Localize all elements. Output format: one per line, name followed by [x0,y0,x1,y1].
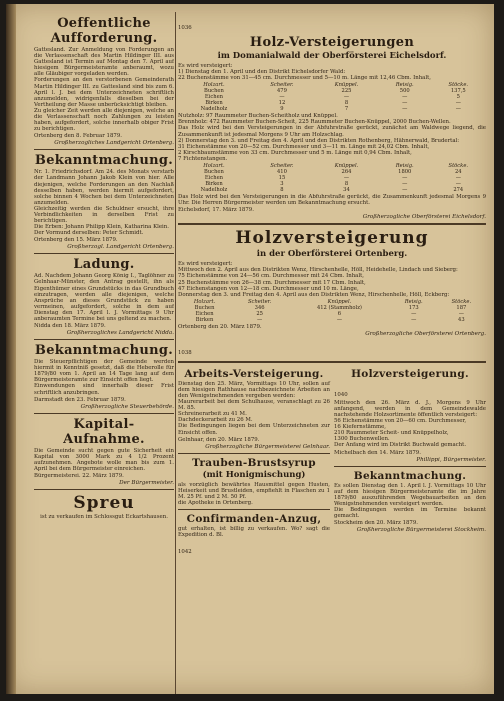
ad-number: 1040 [334,391,348,398]
table-cell: — [455,106,461,113]
ad-date: Gelnhaar, den 20. März 1879. [178,436,260,443]
column-divider [175,12,176,694]
notice-bekanntmachung-2 [34,343,174,410]
table-cell: Nadelholz [200,106,228,113]
table-header: Reisig. [404,298,423,305]
table-cell: — [411,310,417,317]
ad-text: Dienstag den 25. März, Vormittags 10 Uhr, sollen auf dem hiesigen Rathhause nachbezeichnete Arbeiten an den Wenigstnehmenden vergeben werden: [178,380,330,399]
ad-text: Die Bedingungen werden im Termine bekannt gemacht. [334,506,486,519]
ad-title: Confirmanden-Anzug, [186,513,322,525]
table-cell: — [336,316,343,323]
ad-signature: Großherzogliche Bürgermeisterei Stockheim. [356,527,486,534]
table-cell: — [402,100,408,107]
ad-text: Schreinerarbeit zu 41 M. [178,411,247,418]
notice-spreu [34,493,174,520]
table-cell: Eichen [195,310,214,317]
ad-signature: Großherzogliche Bürgermeisterei Gelnhaar. [205,443,330,450]
table-cell: 137,5 [450,88,466,95]
ad-date: Michelbach den 14. März 1879. [334,449,421,456]
ad-signature: Großherzogliche Oberförsterei Ortenberg. [365,330,486,337]
ad-intro: Es wird versteigert: [178,261,233,268]
ad-signature: Großherzogliche Oberförsterei Eichelsdorf. [362,214,486,221]
ad-title: Bekanntmachung. [353,469,467,482]
ad-text: 2) Donnerstag den 3. und Freitag den 4. April und den Distrikten Rothenberg, Hähnerwald, Brudertal: [178,137,460,144]
table-header: Holzart. [203,82,225,89]
table-cell: — [402,175,408,182]
table-cell: — [402,106,408,113]
table-header: Stöcke. [451,298,472,305]
notice-text: Nr. 1. Friedrichsdorf. Am 24. des Monats verstarb der Landmann Johann Jakob Klein von hier. Alle diejenigen, welche Forderungen an den Nachlaß desselben haben, werden hiermit aufgefordert, solche binnen 4 Wochen bei dem Unterzeichneten anzumelden. [34,169,174,206]
table-cell: 8 [280,187,284,194]
notice-title: Bekanntmachung. [34,343,174,359]
ad-title: Holzversteigerung [235,228,429,249]
table-cell: — [279,94,285,101]
ad-number: 1036 [178,25,192,31]
ad-text: 210 Raummeter Scheit- und Knüppelholz, [334,430,449,437]
table-cell: 187 [456,304,467,311]
table-cell: Buchen [194,304,215,311]
table-cell: 7 [344,106,349,113]
notice-title: Kapital-Aufnahme. [63,416,145,447]
ad-subtitle: in der Oberförsterei Ortenberg. [256,249,408,260]
table-cell: — [343,94,350,101]
notice-text: Einwendungen sind innerhalb dieser Frist schriftlich anzubringen. [34,383,174,396]
notice-signature: Der Bürgermeister. [119,480,174,487]
table-cell: Eichen [204,175,223,182]
ad-intro: Es wird versteigert: [178,63,233,69]
table-cell: — [458,310,464,317]
separator [34,339,174,340]
notice-title: Bekanntmachung. [34,153,174,169]
table-cell: 9 [280,106,284,113]
notice-text: Zu gleicher Zeit werden alle diejenigen, welche an die Verlassenschaft noch Zahlungen zu leisten haben, aufgefordert, solche innerhalb obiger Frist zu berichtigen. [34,107,174,133]
notice-signature: Großherzogliche Steuerbehörde. [80,403,174,410]
table-cell: — [411,316,417,323]
table-header: Reisig. [395,163,414,170]
notice-oeffentliche-aufforderung [34,16,174,146]
table-cell: 8 [344,181,349,188]
notice-date: Ortenberg den 8. Februar 1879. [34,133,122,140]
table-cell: 34 [343,187,350,194]
table-cell: 24 [454,169,462,176]
separator [34,253,174,254]
notice-text: Die Steuerpflichtigen der Gemeinde werden hiermit in Kenntniß gesetzt, daß die Heberolle für 1879/80 vom 1. April an 14 Tage lang auf dem Bürgermeisteramte zur Einsicht offen liegt. [34,359,174,384]
separator [178,223,486,225]
table-header: Knüppel. [334,163,359,170]
ad-text: 47 Eichenstangen von 12—18 cm. Durchmesser und 10 m. Länge, [178,285,359,292]
notice-signature: Großherzogl. Landgericht Ortenberg. [67,244,174,251]
table-header: Knüppel. [334,82,359,89]
table-cell: 479 [277,88,287,95]
ad-bekanntmachung-stockheim [334,470,486,534]
table-cell: 5 [456,94,460,101]
notice-title: Oeffentliche Aufforderung. [50,16,158,46]
notice-title: Ladung. [73,257,135,273]
notice-text: Forderungen an den verstorbenen Gemeinderath Martin Hildinger III. zu Gattesland sind bis zum 6. April l. J. bei dem Unterzeichneten schriftlich anzumelden, widrigenfalls dieselben bei der Vertheilung der Masse unberücksichtigt bleiben. [34,77,174,108]
ad-number: 1038 [178,349,192,356]
ad-holz-eichelsdorf [178,14,486,220]
ad-arbeits-versteigerung [178,368,330,450]
table-cell: 346 [254,304,265,311]
ad-text: Maurerarbeit bei dem Schulhause, veranschlagt zu 26 M. 85. [178,399,330,412]
ad-text: 16 Kiefernstämme, [334,424,387,431]
notice-title: Spreu [73,493,135,514]
notice-text: Gattesland. Zur Anmeldung von Forderungen an die Verlassenschaft des Martin Hildinger III. aus Gattesland ist Termin auf Montag den 7. April auf hiesigem Bürgermeisteramte anberaumt, wozu alle Gläubiger vorgeladen werden. [34,47,174,78]
ad-trauben-brustsyrup [178,457,330,506]
book-spine-shadow [6,4,16,694]
table-header: Stöcke. [448,82,469,89]
ad-title: Trauben-Brustsyrup [192,456,316,469]
ad-text: 7 Fichtenstangen. [178,155,228,162]
ad-title: Holzversteigerung. [351,367,469,380]
notice-date: Bürgermeisterei. 22. März 1879. [34,473,124,480]
left-column [34,14,174,694]
table-header: Knüppel. [327,298,352,305]
ad-text: Der Anfang wird im Distrikt Buchwald gemacht. [334,442,467,449]
ad-text: Das Holz wird bei den Versteigerungen in die Abfuhrstraße gerückt, die Zusammenkunft jedesmal Morgens 9 Uhr. Die Herren Bürgermeister werden um Bekanntmachung ersucht. [178,194,486,207]
separator [178,509,330,510]
table-cell: Birken [205,100,223,107]
table-cell: 274 [453,187,464,194]
table-header: Scheiter. [247,298,272,305]
ad-title: Holz-Versteigerungen [249,35,415,50]
table-cell: Birken [195,316,214,323]
notice-bekanntmachung-1 [34,153,174,250]
notice-signature: Großherzogliches Landgericht Ortenberg. [54,140,174,147]
table-cell: 8 [344,100,349,107]
ad-confirmanden-anzug [178,513,330,557]
ad-text: Mittwoch den 2. April aus den Distrikten Wenz, Hirschenhelle, Höll, Heidehelle, Lindach und Sieberg: [178,267,458,274]
notice-date: Nidda den 18. März 1879. [34,323,106,330]
separator [178,361,486,363]
table-cell: — [455,181,461,188]
ad-text: die Apotheke in Ortenberg. [178,499,253,506]
table-cell: — [257,316,263,323]
notice-date: Ortenberg den 15. März 1879. [34,237,118,244]
table-cell: — [402,94,408,101]
ad-right-column [334,366,486,557]
ad-text: 1) Dienstag den 1. April und den Distrikt Eichelsdorfer Wald: [178,69,346,76]
ad-text: Nutzholz: 97 Raummeter Buchen-Scheitholz und Knüppel. [178,113,338,120]
wood-table [178,299,486,323]
ad-date: Ortenberg den 20. März 1879. [178,323,262,330]
newspaper-page-scan [6,4,494,694]
table-row [178,187,486,193]
separator [34,413,174,414]
table-cell: — [343,175,350,182]
ad-subtitle: (mit Honigmischung) [202,469,306,480]
separator [178,453,330,454]
ad-date: Eichelsdorf, 17. März 1879. [178,207,254,214]
ad-text: Es sollen Dienstag den 1. April l. J. Vormittags 10 Uhr auf dem hiesigen Bürgermeisteramte die im Jahre 1879/80 auszuführenden Wegebauarbeiten an den Wenigstnehmenden versteigert werden. [334,482,486,507]
table-cell: Eichen [204,94,223,101]
notice-text: Ad. Nachdem Johann Georg König I., Taglöhner zu Gelnhaar-Münster, den Antrag gestellt, ihn als Eigenthümer eines Grundstücks in das Grundbuch einzutragen, werden alle diejenigen, welche Ansprüche an dieses Grundstück zu haben vermeinen, aufgefordert, solche in dem auf Dienstag den 17. April l. J. Vormittags 9 Uhr anberaumten Termine bei uns geltend zu machen. [34,273,174,322]
table-header: Holzart. [203,163,225,170]
table-cell: 15 [278,175,286,182]
notice-text: Die Erben: Johann Philipp Klein, Katharina Klein. [34,224,169,231]
wood-table [178,163,486,193]
notice-text: Die Gemeinde sucht gegen gute Sicherheit ein Kapital von 3000 Mark zu 4 1/2 Prozent aufzunehmen. Angebote wolle man bis zum 1. April bei dem Bürgermeister einreichen. [34,447,174,472]
ad-text: 2 Kirschbaumstämme von 33 cm. Durchmesser und 5 m. Länge mit 0,94 Cbm. Inhalt, [178,149,412,156]
table-cell: 3 [280,181,284,188]
notice-ladung [34,257,174,336]
right-column [178,14,486,694]
ad-text: Donnerstag den 3. und Freitag den 4. April aus den Distrikten Wenz, Hirschenhelle, Höll, Eckberg: [178,291,450,298]
ad-text: Mittwoch den 26. März d. J., Morgens 9 Uhr anfangend, werden in dem Gemeindewalde nachstehende Holzsortimente öffentlich versteigert: [334,399,486,418]
ad-signature: Phillippi, Bürgermeister. [416,456,486,463]
ad-title: Arbeits-Versteigerung. [184,367,324,380]
table-header: Scheiter. [270,82,294,89]
table-cell: — [402,187,408,194]
notice-signature: Großherzogliches Landgericht Nidda. [66,330,174,337]
notice-text: Gleichzeitig werden die Schuldner ersucht, ihre Verbindlichkeiten in derselben Frist zu berichtigen. [34,205,174,225]
ad-text: gut erhalten, ist billig zu verkaufen. Wo? sagt die Expedition d. Bl. [178,526,330,539]
ad-holz-ortenberg [178,228,486,337]
table-cell: — [402,181,408,188]
table-cell: 500 [399,88,410,95]
table-cell: 12 [278,100,286,107]
wood-table [178,82,486,112]
notice-date: Darmstadt den 23. Februar 1879. [34,396,126,403]
table-row [178,106,486,112]
ad-date: Stockheim den 20. März 1879. [334,520,419,527]
separator [334,466,486,467]
ad-text: als vorzüglich bewährtes Hausmittel gegen Husten, Heiserkeit und Brustleiden, empfiehlt in Flaschen zu 1 M. 25 Pf. und 2 M. 50 Pf. [178,481,330,500]
ad-text: 56 Eichenstämme von 20—60 cm. Durchmesser, [334,418,467,425]
ad-text: 1300 Buchenwellen. [334,436,390,443]
table-header: Stöcke. [448,163,469,170]
table-cell: 173 [408,304,419,311]
table-cell: 6 [337,310,342,317]
ad-text: Die Bedingungen liegen bei dem Unterzeichneten zur Einsicht offen. [178,423,330,436]
table-cell: Birken [205,181,223,188]
table-cell: 264 [341,169,352,176]
table-header: Reisig. [395,82,414,89]
ad-number: 1042 [178,549,192,556]
separator [34,489,174,490]
table-cell: — [455,100,461,107]
table-cell: Buchen [204,88,224,95]
notice-kapital-aufnahme [34,417,174,486]
ad-subtitle: im Domanialwald der Oberförsterei Eichelsdorf. [217,51,447,61]
table-row [178,317,486,323]
table-header: Scheiter. [270,163,294,170]
table-cell: 225 [341,88,352,95]
table-cell: Nadelholz [200,187,228,194]
table-cell: 412 (Stammholz) [316,304,362,311]
table-cell: 1800 [398,169,412,176]
ad-text: 25 Buchenstämme von 26—38 cm. Durchmesser mit 17 Cbm. Inhalt, [178,279,366,286]
two-column-ads [178,366,486,557]
table-cell: 25 [256,310,263,317]
notice-text: ist zu verkaufen im Schlossgut Eckartshausen. [40,514,168,521]
table-cell: Buchen [204,169,224,176]
ad-text: Brennholz: 472 Raummeter Buchen-Scheit, 225 Raummeter Buchen-Knüppel, 2000 Buchen-Wellen. [178,119,451,126]
ad-text: 31 Eichenstämme von 20—52 cm. Durchmesser und 3—11 m. Länge mit 24,02 Cbm. Inhalt, [178,143,430,150]
ad-text: Das Holz wird bei den Versteigerungen in der Abfuhrstraße gerückt, zunächst am Waldwege liegend, die Zusammenkunft ist jedesmal Morgens 9 Uhr am Holzschlag. [178,125,486,138]
table-cell: 410 [277,169,287,176]
ad-text: Dachdeckerarbeit zu 26 M. [178,417,253,424]
table-cell: — [455,175,461,182]
table-header: Holzart. [193,298,216,305]
notice-text: Der Vormund derselben: Peter Schmidt. [34,230,144,237]
table-cell: 43 [458,316,465,323]
separator [34,149,174,150]
ad-holzversteigerung-michelbach [334,368,486,463]
ad-text: 75 Eichenstämme von 24—56 cm. Durchmesser mit 24 Cbm. Inhalt, [178,273,364,280]
ad-text: 22 Buchenstämme von 31—45 cm. Durchmesser und 5—10 m. Länge mit 12,46 Cbm. Inhalt, [178,75,431,82]
ad-left-column [178,366,330,557]
